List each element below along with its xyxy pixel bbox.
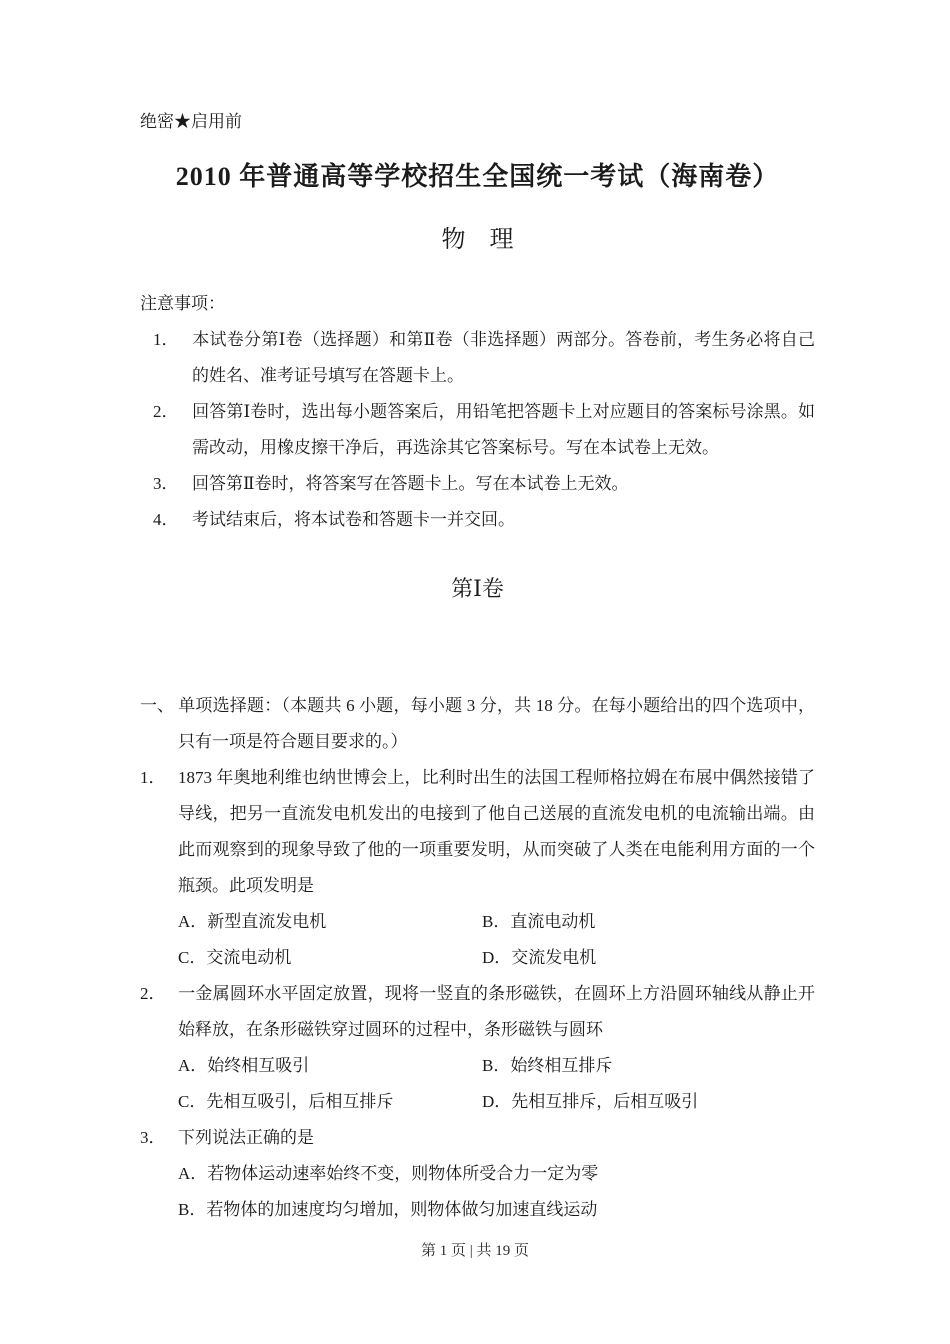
notice-text: 本试卷分第Ⅰ卷（选择题）和第Ⅱ卷（非选择题）两部分。答卷前，考生务必将自己的姓名、准考证号填写在答题卡上。 bbox=[192, 330, 815, 385]
question-1-options bbox=[140, 904, 815, 976]
question-1-option-c: C．交流电动机 bbox=[178, 948, 292, 967]
question-stem-text: 1873 年奥地利维也纳世博会上，比利时出生的法国工程师格拉姆在布展中偶然接错了导线，把另一直流发电机发出的电接到了他自己送展的直流发电机的电流输出端。由此而观察到的现象导致了他的一项重要发明，从而突破了人类在电能利用方面的一个瓶颈。此项发明是 bbox=[178, 768, 815, 895]
notice-heading: 注意事项： bbox=[140, 294, 225, 313]
notice-number: 2． bbox=[153, 402, 179, 421]
question-2-option-a: A．始终相互吸引 bbox=[178, 1056, 310, 1075]
question-2-option-b: B．始终相互排斥 bbox=[482, 1056, 613, 1075]
notice-item-2 bbox=[153, 394, 815, 466]
classification-label: 绝密★启用前 bbox=[140, 112, 242, 131]
notice-text: 回答第Ⅱ卷时，将答案写在答题卡上。写在本试卷上无效。 bbox=[192, 474, 629, 493]
section-title: 第Ⅰ卷 bbox=[451, 576, 504, 601]
page-footer bbox=[0, 1241, 950, 1261]
question-number: 3． bbox=[140, 1128, 166, 1147]
question-3-options bbox=[140, 1156, 815, 1228]
question-stem-text: 一金属圆环水平固定放置，现将一竖直的条形磁铁，在圆环上方沿圆环轴线从静止开始释放，在条形磁铁穿过圆环的过程中，条形磁铁与圆环 bbox=[178, 984, 815, 1039]
question-stem bbox=[140, 1120, 815, 1156]
question-3-option-a: A．若物体运动速率始终不变，则物体所受合力一定为零 bbox=[178, 1164, 599, 1183]
part-number: 一、 bbox=[140, 696, 174, 715]
question-2-options bbox=[140, 1048, 815, 1120]
page-number: 第 1 页 | 共 19 页 bbox=[420, 1243, 529, 1259]
notice-number: 4． bbox=[153, 510, 179, 529]
exam-title: 2010 年普通高等学校招生全国统一考试（海南卷） bbox=[175, 162, 780, 191]
notice-number: 1． bbox=[153, 330, 179, 349]
question-3-option-b: B．若物体的加速度均匀增加，则物体做匀加速直线运动 bbox=[178, 1200, 598, 1219]
question-2-option-c: C．先相互吸引，后相互排斥 bbox=[178, 1092, 394, 1111]
part-heading-text: 单项选择题：（本题共 6 小题，每小题 3 分，共 18 分。在每小题给出的四个选项中，只有一项是符合题目要求的。） bbox=[178, 696, 815, 751]
question-stem bbox=[140, 976, 815, 1048]
question-number: 1． bbox=[140, 768, 166, 787]
notice-text: 回答第Ⅰ卷时，选出每小题答案后，用铅笔把答题卡上对应题目的答案标号涂黑。如需改动，用橡皮擦干净后，再选涂其它答案标号。写在本试卷上无效。 bbox=[192, 402, 815, 457]
question-2-option-d: D．先相互排斥，后相互吸引 bbox=[482, 1092, 699, 1111]
question-1 bbox=[140, 760, 815, 976]
notice-item-3 bbox=[153, 466, 815, 502]
question-1-option-b: B．直流电动机 bbox=[482, 912, 596, 931]
question-stem-text: 下列说法正确的是 bbox=[178, 1128, 314, 1147]
notice-text: 考试结束后，将本试卷和答题卡一并交回。 bbox=[192, 510, 515, 529]
notice-number: 3． bbox=[153, 474, 179, 493]
notice-item-4 bbox=[153, 502, 815, 538]
question-1-option-d: D．交流发电机 bbox=[482, 948, 597, 967]
question-2 bbox=[140, 976, 815, 1120]
question-1-option-a: A．新型直流发电机 bbox=[178, 912, 327, 931]
notice-item-1 bbox=[153, 322, 815, 394]
notice-list bbox=[140, 322, 815, 538]
question-stem bbox=[140, 760, 815, 904]
question-number: 2． bbox=[140, 984, 166, 1003]
question-3 bbox=[140, 1120, 815, 1228]
subject-title: 物 理 bbox=[441, 227, 514, 253]
part-heading bbox=[140, 688, 815, 760]
